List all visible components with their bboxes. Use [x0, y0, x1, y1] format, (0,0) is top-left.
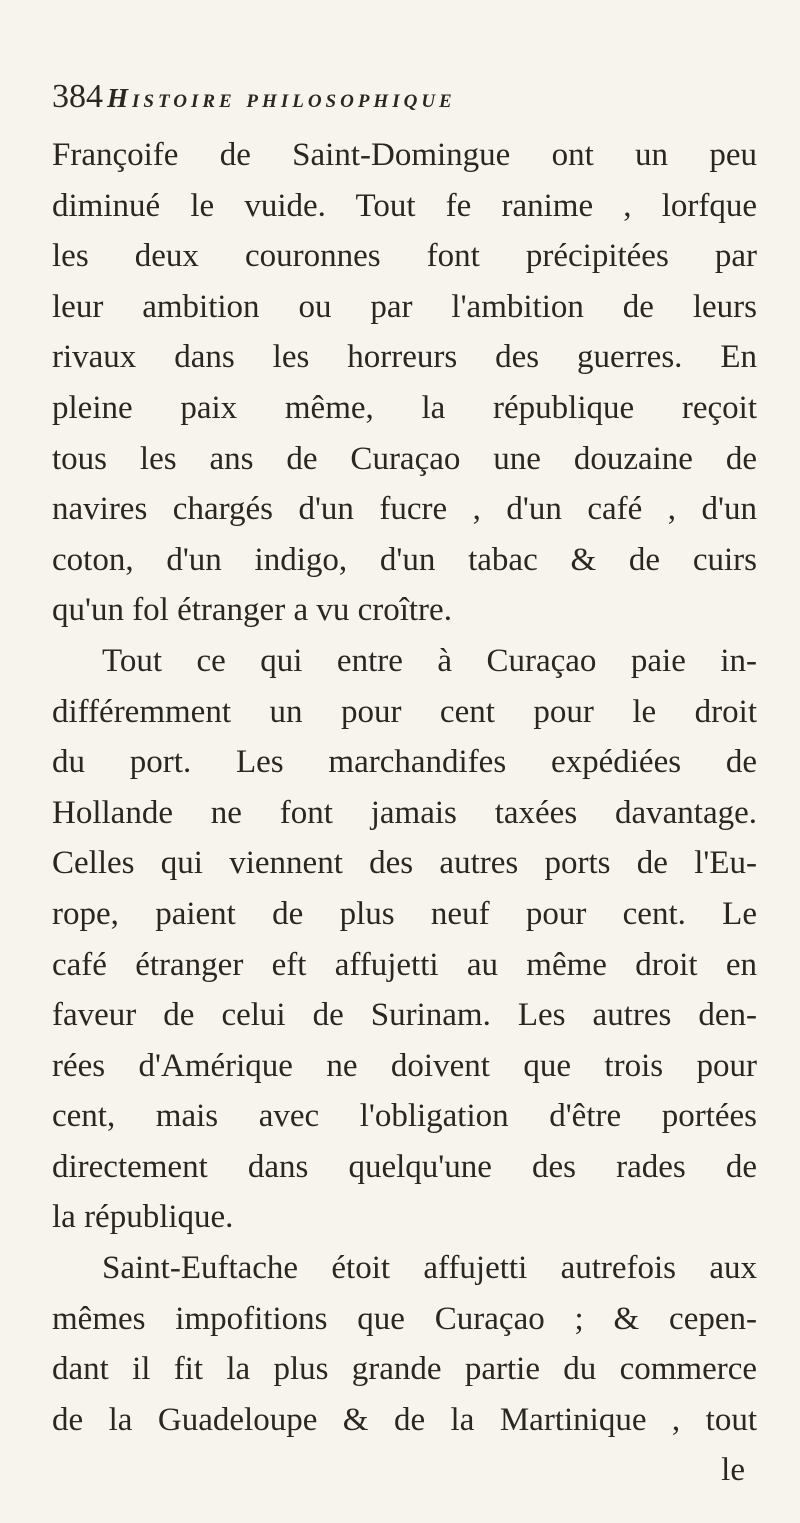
text-line: leur ambition ou par l'ambition de leurs — [52, 288, 757, 325]
text-line: la république. — [52, 1199, 234, 1236]
text-line: Celles qui viennent des autres ports de l'Eu- — [52, 845, 757, 882]
text-line: tous les ans de Curaçao une douzaine de — [52, 440, 757, 477]
page-header — [52, 78, 752, 128]
text-line: coton, d'un indigo, d'un tabac & de cuirs — [52, 541, 757, 578]
text-line: de la Guadeloupe & de la Martinique , tout — [52, 1401, 757, 1438]
text-line: pleine paix même, la république reçoit — [52, 389, 757, 426]
text-line: du port. Les marchandifes expédiées de — [52, 744, 757, 781]
text-line: Saint-Euftache étoit affujetti autrefois aux — [102, 1250, 757, 1287]
text-line: qu'un fol étranger a vu croître. — [52, 592, 452, 629]
text-line: dant il fit la plus grande partie du commerce — [52, 1351, 757, 1388]
text-line: mêmes impofitions que Curaçao ; & cepen- — [52, 1300, 757, 1337]
text-line: cent, mais avec l'obligation d'être portées — [52, 1098, 757, 1135]
text-line: rope, paient de plus neuf pour cent. Le — [52, 895, 757, 932]
text-line: les deux couronnes font précipitées par — [52, 238, 757, 275]
text-line: rivaux dans les horreurs des guerres. En — [52, 339, 757, 376]
text-line: Françoife de Saint-Domingue ont un peu — [52, 137, 757, 173]
text-line: navires chargés d'un fucre , d'un café , d'un — [52, 491, 757, 528]
text-line: différemment un pour cent pour le droit — [52, 693, 757, 730]
body-text — [52, 130, 757, 1496]
text-line: café étranger eft affujetti au même droit en — [52, 946, 757, 983]
text-line: faveur de celui de Surinam. Les autres den- — [52, 997, 757, 1034]
text-line: rées d'Amérique ne doivent que trois pour — [52, 1047, 757, 1084]
catchword: le — [721, 1452, 745, 1489]
text-line: Tout ce qui entre à Curaçao paie in- — [102, 642, 757, 679]
text-line: directement dans quelqu'une des rades de — [52, 1148, 757, 1185]
page-number: 384 — [52, 78, 103, 115]
running-title: Histoire philosophique — [107, 83, 456, 113]
text-line: diminué le vuide. Tout fe ranime , lorfque — [52, 187, 757, 224]
text-line: Hollande ne font jamais taxées davantage. — [52, 794, 757, 831]
